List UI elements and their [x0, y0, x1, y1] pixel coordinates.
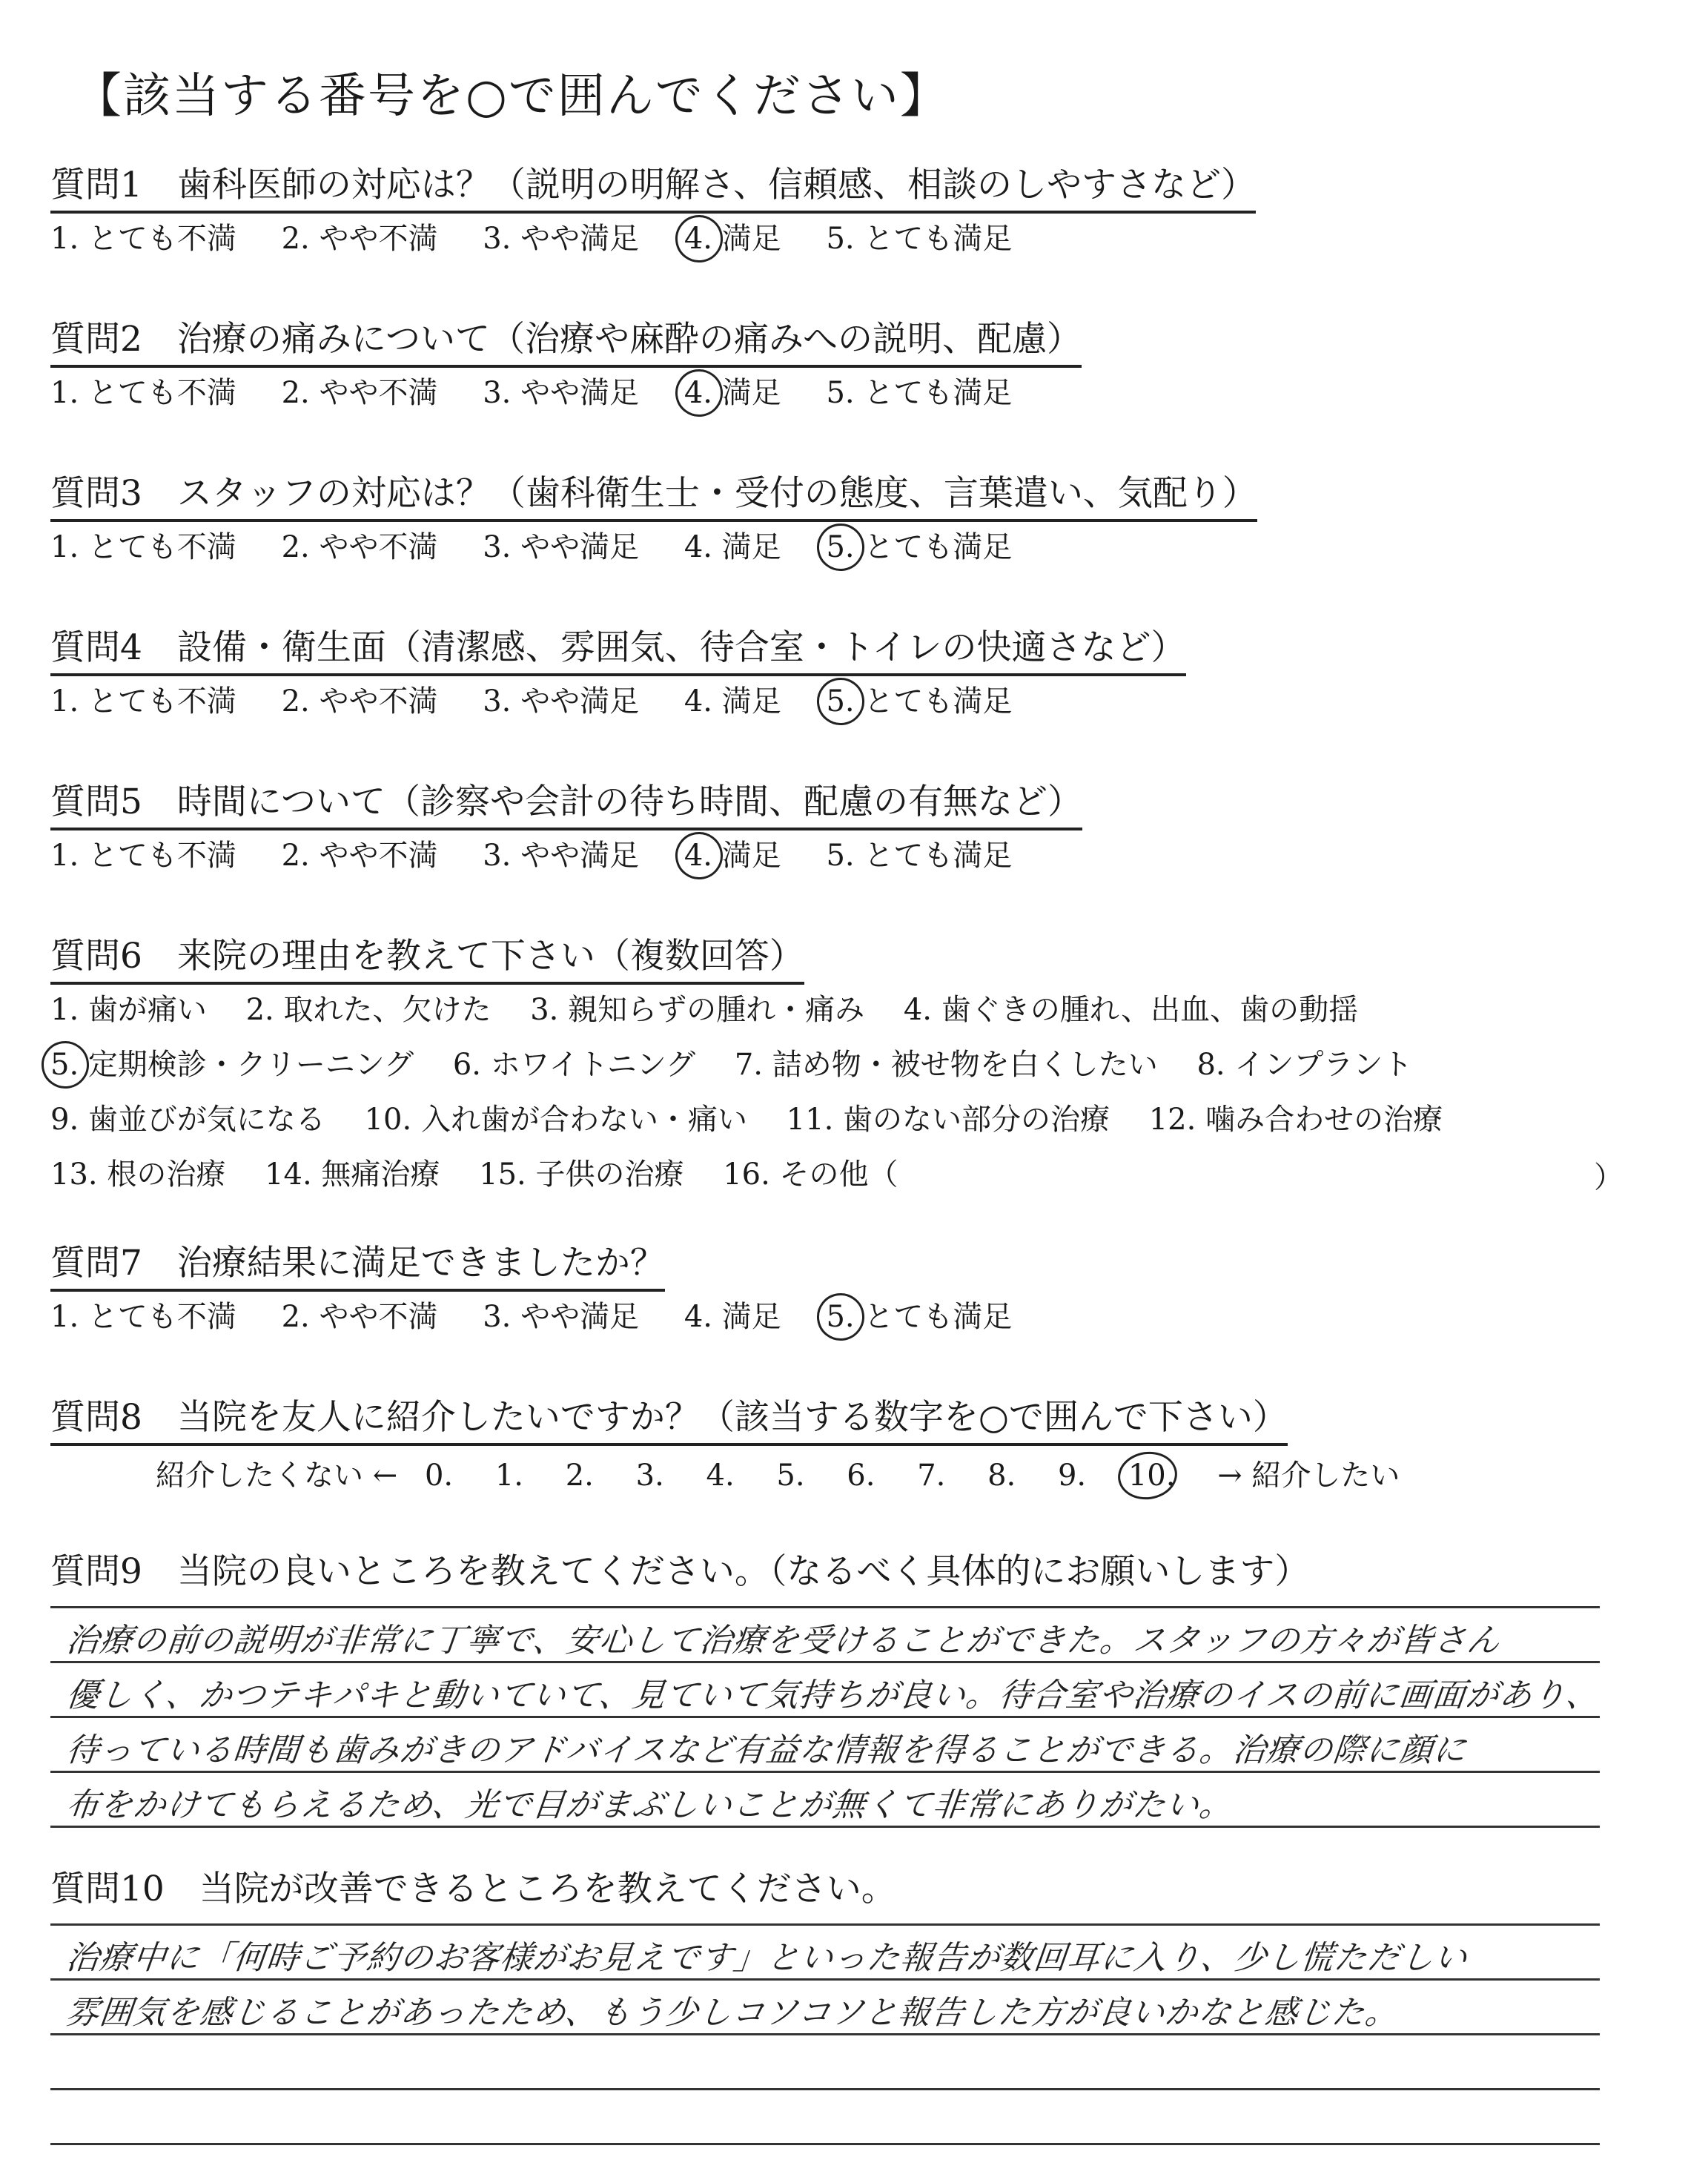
q8-option-1[interactable]: 1.: [494, 1459, 524, 1493]
q9-answer-line-2[interactable]: 優しく、かつテキパキと動いていて、見ていて気持ちが良い。待合室や治療のイスの前に画面があり、: [64, 1677, 1602, 1714]
q3-option-3[interactable]: 3. やや満足: [483, 530, 640, 564]
q4-options: [50, 681, 1047, 722]
q10-title: 質問10 当院が改善できるところを教えてください。: [50, 1869, 896, 1909]
q9-answer-rule: [50, 1606, 1600, 1608]
q8-right-label: → 紹介したい: [1217, 1459, 1400, 1493]
q6-other-paren-close: ）: [1594, 1160, 1623, 1195]
q6-option-6[interactable]: 6. ホワイトニング: [452, 1048, 696, 1082]
q2-option-2[interactable]: 2. やや不満: [281, 376, 438, 410]
q7-title: 質問7 治療結果に満足できましたか？: [50, 1240, 665, 1292]
q8-option-2[interactable]: 2.: [565, 1459, 594, 1493]
q8-title: 質問8 当院を友人に紹介したいですか？（該当する数字を○で囲んで下さい）: [50, 1394, 1288, 1446]
q5-option-1[interactable]: 1. とても不満: [50, 839, 236, 873]
q6-option-9[interactable]: 9. 歯並びが気になる: [50, 1103, 325, 1137]
q1-option-3[interactable]: 3. やや満足: [483, 222, 640, 256]
q8-option-6[interactable]: 6.: [847, 1459, 875, 1493]
q6-row-1: [50, 989, 1388, 1031]
q8-option-7[interactable]: 7.: [917, 1459, 946, 1493]
q5-option-5[interactable]: 5. とても満足: [826, 839, 1013, 873]
q9-answer-rule: [50, 1661, 1600, 1663]
q7-options: [50, 1296, 1047, 1338]
q8-option-0[interactable]: 0.: [424, 1459, 454, 1493]
q5-options: [50, 835, 1047, 876]
q1-option-2[interactable]: 2. やや不満: [281, 222, 438, 256]
q6-option-1[interactable]: 1. 歯が痛い: [50, 993, 207, 1027]
q10-answer-rule: [50, 1978, 1600, 1981]
q6-option-12[interactable]: 12. 噛み合わせの治療: [1148, 1103, 1443, 1137]
q8-scale: [156, 1455, 1417, 1496]
q8-left-label: 紹介したくない ←: [156, 1459, 398, 1493]
q8-option-8[interactable]: 8.: [987, 1459, 1016, 1493]
q1-title: 質問1 歯科医師の対応は？（説明の明解さ、信頼感、相談のしやすさなど）: [50, 162, 1256, 214]
q6-title: 質問6 来院の理由を教えて下さい（複数回答）: [50, 933, 804, 985]
q10-answer-rule: [50, 2143, 1600, 2145]
q1-option-5[interactable]: 5. とても満足: [826, 222, 1013, 256]
q9-answer-rule: [50, 1716, 1600, 1718]
q6-option-10[interactable]: 10. 入れ歯が合わない・痛い: [364, 1103, 747, 1137]
q2-option-1[interactable]: 1. とても不満: [50, 376, 236, 410]
q6-row-3: [50, 1099, 1472, 1140]
q6-option-5-selected[interactable]: 5. 定期検診・クリーニング: [50, 1044, 414, 1086]
q9-answer-rule: [50, 1826, 1600, 1828]
q7-option-3[interactable]: 3. やや満足: [483, 1300, 640, 1334]
q7-option-2[interactable]: 2. やや不満: [281, 1300, 438, 1334]
q7-option-1[interactable]: 1. とても不満: [50, 1300, 236, 1334]
q8-option-3[interactable]: 3.: [635, 1459, 664, 1493]
page-heading: 【該当する番号を○で囲んでください】: [74, 69, 949, 124]
q3-options: [50, 526, 1047, 568]
q10-answer-line-2[interactable]: 雰囲気を感じることがあったため、もう少しコソコソと報告した方が良いかなと感じた。: [64, 1994, 1401, 2032]
q8-option-5[interactable]: 5.: [776, 1459, 805, 1493]
q1-option-4-selected[interactable]: 4. 満足: [684, 218, 781, 260]
q3-option-4[interactable]: 4. 満足: [683, 530, 781, 564]
q2-option-3[interactable]: 3. やや満足: [483, 376, 640, 410]
q6-option-16[interactable]: 16. その他（: [723, 1157, 898, 1192]
q1-option-1[interactable]: 1. とても不満: [50, 222, 236, 256]
q4-option-2[interactable]: 2. やや不満: [281, 684, 438, 719]
q6-row-4: [50, 1154, 928, 1195]
q9-answer-line-1[interactable]: 治療の前の説明が非常に丁寧で、安心して治療を受けることができた。スタッフの方々が皆さん: [64, 1622, 1503, 1659]
q6-option-8[interactable]: 8. インプラント: [1196, 1048, 1413, 1082]
q6-option-13[interactable]: 13. 根の治療: [50, 1157, 226, 1192]
q3-option-2[interactable]: 2. やや不満: [281, 530, 438, 564]
q2-option-4-selected[interactable]: 4. 満足: [684, 372, 781, 414]
q5-option-3[interactable]: 3. やや満足: [483, 839, 640, 873]
q5-option-4-selected[interactable]: 4. 満足: [684, 835, 781, 876]
q9-title: 質問9 当院の良いところを教えてください。（なるべく具体的にお願いします）: [50, 1551, 1310, 1592]
q5-option-2[interactable]: 2. やや不満: [281, 839, 438, 873]
q6-option-7[interactable]: 7. 詰め物・被せ物を白くしたい: [734, 1048, 1158, 1082]
q8-option-4[interactable]: 4.: [706, 1459, 735, 1493]
q4-title: 質問4 設備・衛生面（清潔感、雰囲気、待合室・トイレの快適さなど）: [50, 624, 1186, 676]
q6-option-3[interactable]: 3. 親知らずの腫れ・痛み: [530, 993, 865, 1027]
q9-answer-line-4[interactable]: 布をかけてもらえるため、光で目がまぶしいことが無くて非常にありがたい。: [64, 1786, 1235, 1824]
q6-option-15[interactable]: 15. 子供の治療: [479, 1157, 684, 1192]
q3-title: 質問3 スタッフの対応は？（歯科衛生士・受付の態度、言葉遣い、気配り）: [50, 470, 1257, 522]
q1-options: [50, 218, 1047, 260]
q4-option-5-selected[interactable]: 5. とても満足: [826, 681, 1012, 722]
q3-option-5-selected[interactable]: 5. とても満足: [826, 526, 1012, 568]
q6-option-4[interactable]: 4. 歯ぐきの腫れ、出血、歯の動揺: [903, 993, 1359, 1027]
q10-answer-rule: [50, 1923, 1600, 1926]
q6-option-2[interactable]: 2. 取れた、欠けた: [245, 993, 491, 1027]
q4-option-1[interactable]: 1. とても不満: [50, 684, 236, 719]
q6-option-11[interactable]: 11. 歯のない部分の治療: [786, 1103, 1110, 1137]
q8-option-10-selected[interactable]: 10.: [1128, 1455, 1176, 1496]
q9-answer-rule: [50, 1771, 1600, 1773]
q7-option-5-selected[interactable]: 5. とても満足: [826, 1296, 1012, 1338]
q10-answer-rule: [50, 2088, 1600, 2090]
q6-option-14[interactable]: 14. 無痛治療: [265, 1157, 440, 1192]
q10-answer-line-1[interactable]: 治療中に「何時ご予約のお客様がお見えです」といった報告が数回耳に入り、少し慌ただしい: [64, 1939, 1470, 1977]
q4-option-4[interactable]: 4. 満足: [683, 684, 781, 719]
q9-answer-line-3[interactable]: 待っている時間も歯みがきのアドバイスなど有益な情報を得ることができる。治療の際に顔に: [64, 1731, 1469, 1769]
q4-option-3[interactable]: 3. やや満足: [483, 684, 640, 719]
q2-options: [50, 372, 1047, 414]
q6-row-2: [50, 1044, 1442, 1086]
q8-option-9[interactable]: 9.: [1057, 1459, 1087, 1493]
q10-answer-rule: [50, 2033, 1600, 2035]
q7-option-4[interactable]: 4. 満足: [683, 1300, 781, 1334]
q5-title: 質問5 時間について（診察や会計の待ち時間、配慮の有無など）: [50, 779, 1082, 830]
q3-option-1[interactable]: 1. とても不満: [50, 530, 236, 564]
q2-option-5[interactable]: 5. とても満足: [826, 376, 1013, 410]
q2-title: 質問2 治療の痛みについて（治療や麻酔の痛みへの説明、配慮）: [50, 316, 1082, 368]
